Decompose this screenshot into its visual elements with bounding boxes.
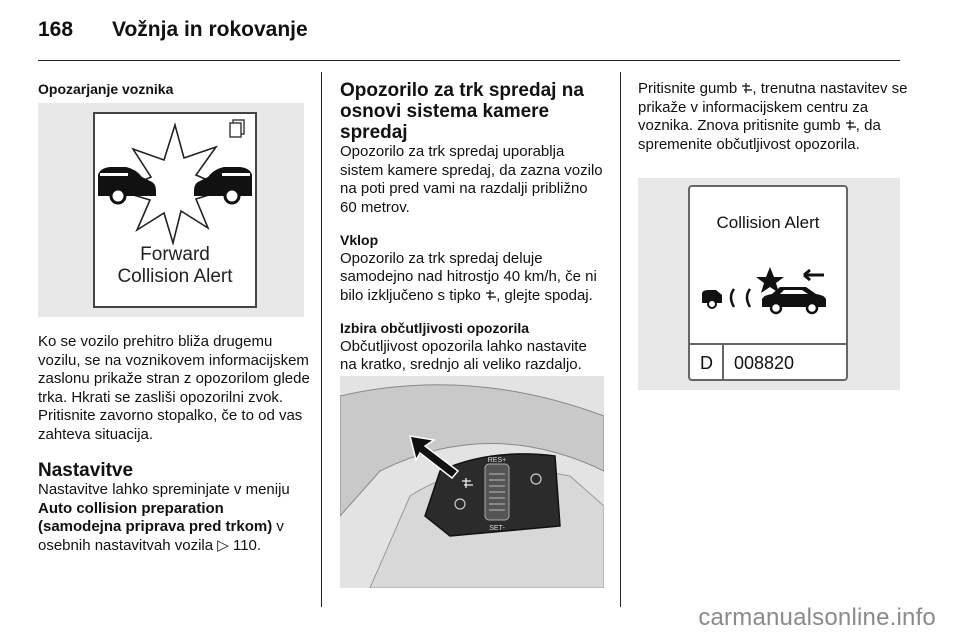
heading-settings: Nastavitve [38, 460, 134, 481]
radar-wave-icon [747, 289, 750, 307]
collision-alert-button-icon [845, 119, 856, 131]
lead-car-icon [762, 287, 826, 313]
odometer-reading: 008820 [734, 353, 795, 373]
radar-wave-icon [731, 289, 734, 307]
display-divider-vertical [722, 344, 724, 381]
collision-alert-button-icon [485, 289, 496, 301]
press-text-a: Pritisnite gumb [638, 80, 742, 97]
heading-front-camera-alert: Opozorilo za trk spredaj na osnovi sistema kamere spredaj [340, 80, 584, 143]
steering-wheel-illustration [340, 376, 604, 588]
figure-label-forward: Forward [140, 244, 210, 265]
subheading-driver-warning: Opozarjanje voznika [38, 81, 174, 97]
approach-arrow-icon [804, 270, 824, 280]
figure-forward-collision-alert [38, 103, 304, 317]
page-title: Vožnja in rokovanje [112, 18, 308, 41]
press-text-c: , da spremenite občutljivost opozorila. [638, 117, 881, 153]
collision-alert-button-icon [741, 82, 752, 94]
column-divider-2 [620, 72, 621, 607]
activation-text-b: , glejte spodaj. [496, 286, 593, 304]
activation-text-a: Opozorilo za trk spredaj deluje samodejno nad hitrostjo 40 km/h, če ni bilo izključeno s tipko [340, 249, 597, 304]
settings-text-2: v osebnih nastavitvah vozila [38, 518, 284, 554]
paragraph-alert-description: Ko se vozilo prehitro bliža drugemu vozilu, se na voznikovem informacijskem zaslonu prikaže stran z opozorilom glede trka. Hkrati se zasliši opozorilni zvok. Pritisnite zavorno stopalko, če to od vas zahteva situacija. [38, 333, 310, 443]
res-label: RES+ [487, 457, 507, 464]
collision-alert-graphic [698, 263, 838, 325]
settings-page-ref: 110. [232, 536, 262, 554]
display-frame [688, 185, 848, 381]
column-1 [38, 80, 308, 99]
set-label: SET- [489, 525, 505, 532]
press-text-b: , trenutna nastavitev se prikaže v informacijskem centru za voznika. Znova pritisnite gumb [638, 80, 908, 134]
page-number: 168 [38, 18, 74, 41]
figure-caption [94, 244, 256, 288]
figure-collision-alert-display [638, 178, 900, 390]
paragraph-intro: Opozorilo za trk spredaj uporablja sistem kamere spredaj, da zazna vozilo na poti pred vami na razdalji približno 60 metrov. [340, 143, 603, 216]
subheading-sensitivity: Izbira občutljivosti opozorila [340, 320, 530, 336]
paragraph-button-press [638, 80, 908, 154]
watermark: carmanualsonline.info [698, 604, 936, 631]
display-divider [690, 343, 846, 345]
column-3 [638, 80, 908, 154]
paragraph-activation [340, 250, 606, 306]
column-divider-1 [321, 72, 322, 607]
page-icon [230, 120, 244, 137]
figure-steering-wheel [340, 376, 604, 588]
page-ref-icon: ▷ [217, 536, 233, 554]
paragraph-settings [38, 481, 310, 555]
display-title: Collision Alert [716, 213, 820, 232]
settings-text-1: Nastavitve lahko spreminjate v meniju [38, 481, 290, 498]
figure-label-collision-alert: Collision Alert [117, 266, 233, 287]
gear-indicator: D [700, 353, 713, 373]
subheading-activation: Vklop [340, 232, 379, 248]
column-1-body [38, 333, 310, 555]
own-car-icon [702, 290, 722, 308]
column-2 [340, 80, 606, 375]
page-header [38, 18, 308, 42]
settings-menu-name: Auto collision preparation (samodejna priprava pred trkom) [38, 499, 273, 535]
paragraph-sensitivity: Občutljivost opozorila lahko nastavite na kratko, srednjo ali veliko razdaljo. [340, 337, 587, 373]
header-rule [38, 60, 900, 61]
